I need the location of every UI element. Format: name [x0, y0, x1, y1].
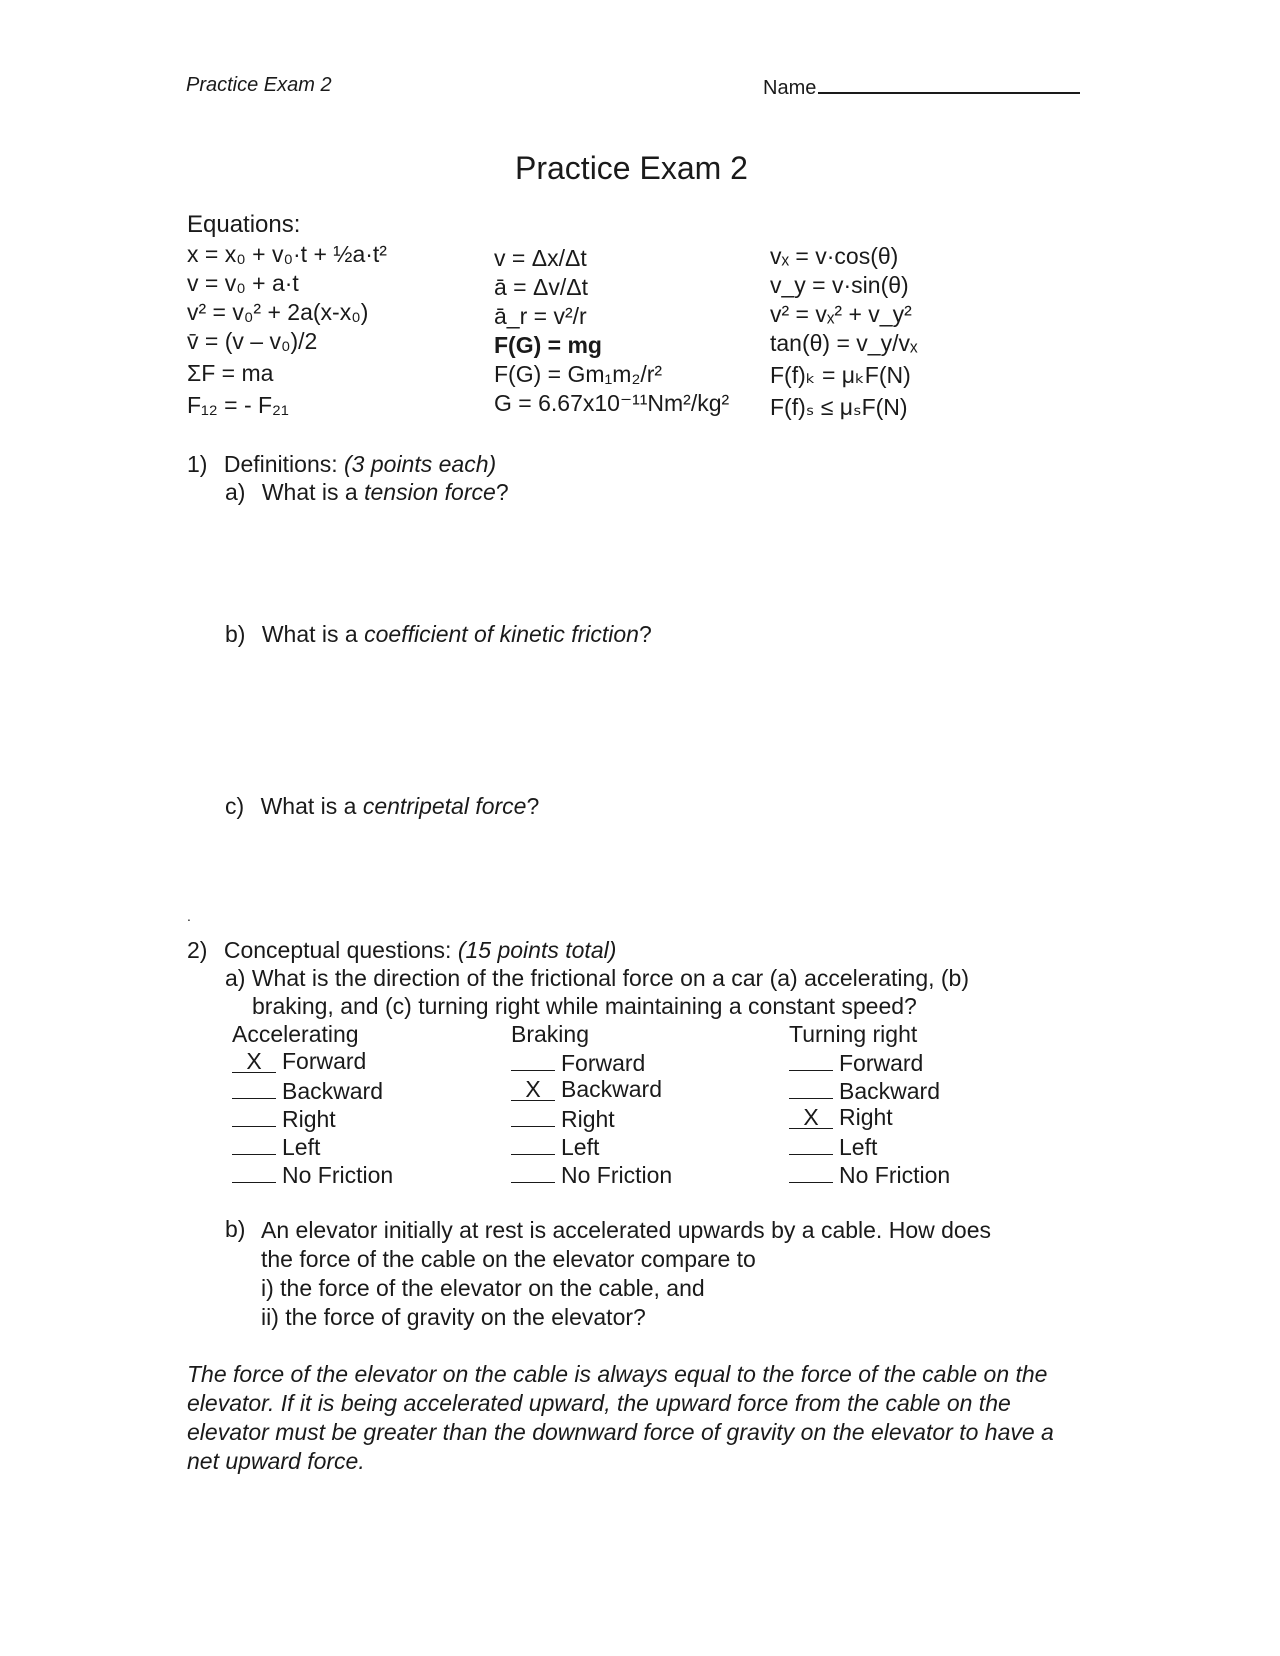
stray-mark: .: [187, 908, 191, 924]
answer-blank[interactable]: X: [511, 1078, 555, 1101]
equation: ΣF = ma: [187, 360, 274, 386]
answer-blank[interactable]: [232, 1132, 276, 1155]
q1b: [225, 621, 652, 648]
q1a: [225, 479, 509, 506]
answer-blank[interactable]: [511, 1160, 555, 1183]
column-accelerating: [232, 1021, 393, 1188]
option-row[interactable]: [789, 1104, 950, 1132]
option-label: Forward: [561, 1050, 646, 1076]
option-row[interactable]: [232, 1076, 393, 1104]
equation: ā = Δv/Δt: [494, 274, 589, 300]
option-row[interactable]: [232, 1048, 393, 1076]
q1a-prefix: What is a: [261, 479, 358, 505]
option-row[interactable]: [232, 1104, 393, 1132]
answer-blank[interactable]: [511, 1048, 555, 1071]
equation: F(f)ₖ = μₖF(N): [770, 362, 911, 388]
equation: v_y = v·sin(θ): [770, 272, 909, 298]
column-heading: Turning right: [789, 1021, 918, 1047]
option-row[interactable]: [511, 1104, 672, 1132]
q1-points: (3 points each): [344, 451, 497, 477]
answer-blank[interactable]: [789, 1048, 833, 1071]
option-row[interactable]: [511, 1076, 672, 1104]
q2b-line: ii) the force of gravity on the elevator?: [261, 1304, 646, 1330]
option-row[interactable]: [511, 1132, 672, 1160]
answer-blank[interactable]: [232, 1076, 276, 1099]
option-row[interactable]: [511, 1048, 672, 1076]
equations-col3: [770, 242, 918, 422]
option-label: Left: [282, 1134, 321, 1160]
answer-blank[interactable]: [789, 1076, 833, 1099]
page-title: Practice Exam 2: [515, 150, 748, 186]
q1-heading: [187, 451, 496, 478]
q1c: [225, 793, 539, 820]
equation: v = v₀ + a·t: [187, 270, 299, 296]
answer-blank[interactable]: [511, 1132, 555, 1155]
q2-heading: [187, 937, 616, 964]
q1b-suffix: ?: [638, 621, 652, 647]
q2b-line: i) the force of the elevator on the cable, and: [261, 1275, 705, 1301]
equation: v² = v₀² + 2a(x-x₀): [187, 299, 369, 325]
q2b-text: [261, 1216, 991, 1332]
equation: ā_r = v²/r: [494, 303, 587, 329]
q2-text: Conceptual questions:: [223, 937, 452, 963]
q2b-line: An elevator initially at rest is accelerated upwards by a cable. How does: [261, 1217, 991, 1243]
option-label: Backward: [839, 1078, 940, 1104]
equation: tan(θ) = v_y/vₓ: [770, 330, 918, 356]
answer-blank[interactable]: X: [789, 1106, 833, 1129]
option-label: Forward: [282, 1048, 367, 1074]
equations-heading: Equations:: [187, 211, 301, 238]
q2b-line: the force of the cable on the elevator compare to: [261, 1246, 756, 1272]
equation: G = 6.67x10⁻¹¹Nm²/kg²: [494, 390, 730, 416]
equation: v̄ = (v – v₀)/2: [187, 328, 318, 354]
equations-col1: [187, 240, 387, 420]
option-label: Forward: [839, 1050, 924, 1076]
column-heading: Braking: [511, 1021, 589, 1047]
equation: F₁₂ = - F₂₁: [187, 392, 289, 418]
column-braking: [511, 1021, 672, 1188]
q1b-term: coefficient of kinetic friction: [364, 621, 639, 647]
answer-blank[interactable]: [789, 1132, 833, 1155]
q1c-suffix: ?: [526, 793, 540, 819]
option-label: Right: [561, 1106, 615, 1132]
header-exam-title: Practice Exam 2: [186, 74, 332, 96]
equation: F(f)ₛ ≤ μₛF(N): [770, 394, 908, 420]
equation: F(G) = mg: [494, 332, 602, 358]
option-row[interactable]: [232, 1132, 393, 1160]
name-label: Name: [763, 77, 817, 99]
option-label: No Friction: [282, 1162, 394, 1188]
q2a-line2: braking, and (c) turning right while maintaining a constant speed?: [252, 993, 917, 1019]
option-label: Backward: [282, 1078, 383, 1104]
option-row[interactable]: [789, 1132, 950, 1160]
equation: F(G) = Gm₁m₂/r²: [494, 361, 663, 387]
answer-blank[interactable]: [232, 1104, 276, 1127]
name-blank-line: [818, 74, 1080, 94]
answer-blank[interactable]: X: [232, 1050, 276, 1073]
option-row[interactable]: [511, 1160, 672, 1188]
q1a-label: a): [225, 479, 246, 505]
option-label: Left: [839, 1134, 878, 1160]
equation: v = Δx/Δt: [494, 245, 587, 271]
option-label: No Friction: [839, 1162, 951, 1188]
column-turning-right: [789, 1021, 950, 1188]
equation: vₓ = v·cos(θ): [770, 243, 899, 269]
q1b-label: b): [225, 621, 246, 647]
option-label: No Friction: [561, 1162, 673, 1188]
equation: x = x₀ + v₀·t + ½a·t²: [187, 241, 387, 267]
q1-text: Definitions:: [223, 451, 338, 477]
equations-col2: [494, 244, 729, 418]
option-label: Backward: [561, 1076, 662, 1102]
answer-blank[interactable]: [232, 1160, 276, 1183]
option-row[interactable]: [789, 1048, 950, 1076]
option-label: Right: [282, 1106, 336, 1132]
answer-blank[interactable]: [511, 1104, 555, 1127]
q1c-term: centripetal force: [362, 793, 527, 819]
q2a-line1: a) What is the direction of the frictional force on a car (a) accelerating, (b): [225, 965, 969, 991]
q2-number: 2): [187, 937, 208, 963]
column-heading: Accelerating: [232, 1021, 359, 1047]
option-label: Left: [561, 1134, 600, 1160]
option-row[interactable]: [232, 1160, 393, 1188]
q1b-prefix: What is a: [261, 621, 358, 647]
q1c-prefix: What is a: [260, 793, 357, 819]
option-row[interactable]: [789, 1160, 950, 1188]
answer-blank[interactable]: [789, 1160, 833, 1183]
name-field[interactable]: [763, 74, 1080, 100]
q2-points: (15 points total): [457, 937, 617, 963]
q1a-suffix: ?: [495, 479, 509, 505]
q2b-label: b): [225, 1216, 246, 1242]
q1a-term: tension force: [364, 479, 496, 505]
q1c-label: c): [225, 793, 245, 819]
equation: v² = vₓ² + v_y²: [770, 301, 912, 327]
q1-number: 1): [187, 451, 208, 477]
q2b-answer: The force of the elevator on the cable is always equal to the force of the cable on the elevator. If it is being accelerated upward, the upward force from the cable on the elevator must be greater than the downward force of gravity on the elevator to have a net upward force.: [187, 1361, 1054, 1474]
option-label: Right: [839, 1104, 893, 1130]
option-row[interactable]: [789, 1076, 950, 1104]
